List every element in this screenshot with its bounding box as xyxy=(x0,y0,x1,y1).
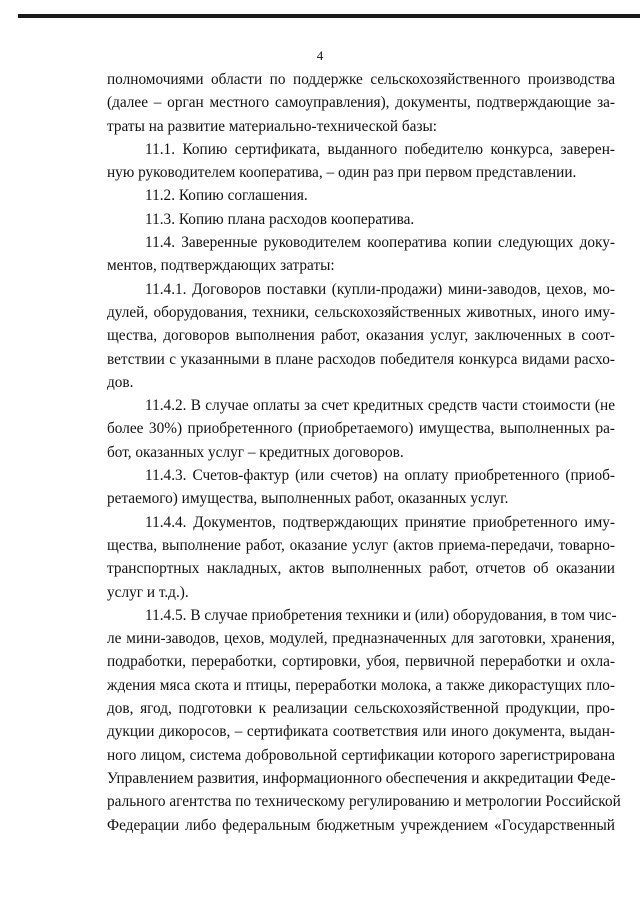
text-line: 11.3. Копию плана расходов кооператива. xyxy=(145,210,415,228)
text-line: более 30%) приобретенного (приобретаемого) имущества, выполненных ра- xyxy=(107,420,615,438)
text-line: бот, оказанных услуг – кредитных договоров. xyxy=(107,443,404,461)
top-border-rule xyxy=(18,14,640,18)
text-line: 11.1. Копию сертификата, выданного победителю конкурса, заверен- xyxy=(145,140,615,158)
text-line: Управлением развития, информационного обеспечения и аккредитации Феде- xyxy=(107,769,616,787)
text-line: 11.4.2. В случае оплаты за счет кредитных средств части стоимости (не xyxy=(145,397,615,415)
text-line: щества, выполнение работ, оказание услуг (актов приема-передачи, товарно- xyxy=(107,536,615,554)
text-line: полномочиями области по поддержке сельскохозяйственного производства xyxy=(107,71,615,88)
text-line: (далее – орган местного самоуправления), документы, подтверждающие за- xyxy=(107,94,615,112)
text-line: ментов, подтверждающих затраты: xyxy=(107,257,335,275)
text-line: дукции дикоросов, – сертификата соответствия или иного документа, выдан- xyxy=(107,723,615,741)
page-number: 4 xyxy=(316,48,324,63)
text-line: ретаемого) имущества, выполненных работ, оказанных услуг. xyxy=(107,490,509,508)
text-line: дов. xyxy=(107,373,134,391)
text-line: 11.2. Копию соглашения. xyxy=(145,187,308,205)
text-line: дулей, оборудования, техники, сельскохозяйственных животных, иного иму- xyxy=(107,303,615,321)
text-line: транспортных накладных, актов выполненных работ, отчетов об оказании xyxy=(107,560,615,578)
text-line: подработки, переработки, сортировки, убоя, первичной переработки и охла- xyxy=(107,653,615,671)
text-line: ждения мяса скота и птицы, переработки молока, а также дикорастущих пло- xyxy=(107,676,615,694)
text-line: 11.4.5. В случае приобретения техники и (или) оборудования, в том чис- xyxy=(145,606,617,624)
text-line: 11.4.1. Договоров поставки (купли-продажи) мини-заводов, цехов, мо- xyxy=(145,280,615,298)
text-line: ную руководителем кооператива, – один раз при первом представлении. xyxy=(107,164,577,182)
text-line: ветствии с указанными в плане расходов победителя конкурса видами расхо- xyxy=(107,350,615,368)
text-line: 11.4.3. Счетов-фактур (или счетов) на оплату приобретенного (приоб- xyxy=(145,467,615,485)
text-line: ле мини-заводов, цехов, модулей, предназначенных для заготовки, хранения, xyxy=(107,630,615,648)
text-line: дов, ягод, подготовки к реализации сельскохозяйственной продукции, про- xyxy=(107,700,615,718)
text-line: щества, договоров выполнения работ, оказания услуг, заключенных в соот- xyxy=(107,327,615,345)
text-line: Федерации либо федеральным бюджетным учреждением «Государственный xyxy=(107,816,615,834)
text-line: рального агентства по техническому регулированию и метрологии Российской xyxy=(107,793,621,811)
text-line: ного лицом, система добровольной сертификации которого зарегистрирована xyxy=(107,746,615,764)
text-line: 11.4.4. Документов, подтверждающих принятие приобретенного иму- xyxy=(145,513,615,531)
text-line: 11.4. Заверенные руководителем кооператива копии следующих доку- xyxy=(145,234,615,252)
document-body xyxy=(107,68,621,837)
text-line: траты на развитие материально-технической базы: xyxy=(107,117,438,135)
text-line: услуг и т.д.). xyxy=(107,583,189,601)
